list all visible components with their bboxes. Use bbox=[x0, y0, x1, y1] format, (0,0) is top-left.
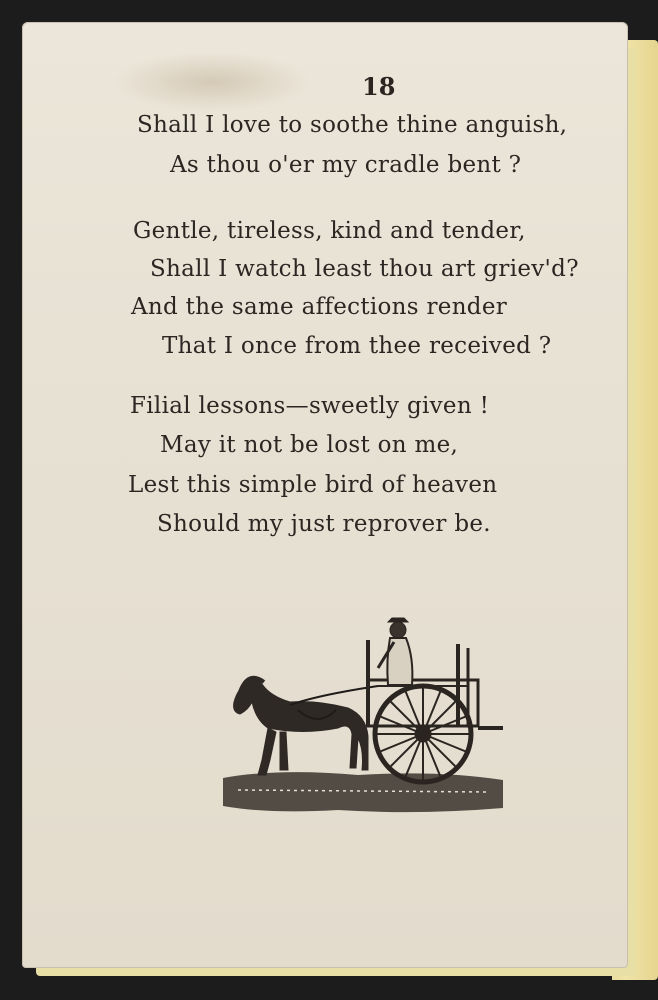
poem-line: And the same affections render bbox=[131, 294, 508, 320]
horse bbox=[234, 678, 368, 775]
driver bbox=[378, 618, 412, 685]
page-stain bbox=[112, 52, 312, 112]
horse-cart-illustration bbox=[218, 610, 508, 830]
poem-line: Gentle, tireless, kind and tender, bbox=[133, 218, 526, 244]
poem-line: Lest this simple bird of heaven bbox=[128, 472, 498, 498]
poem-line: Should my just reprover be. bbox=[157, 511, 491, 537]
page-number: 18 bbox=[362, 72, 396, 101]
poem-line: May it not be lost on me, bbox=[160, 432, 459, 458]
poem-line: Filial lessons—sweetly given ! bbox=[130, 393, 490, 419]
cart-wheel bbox=[375, 686, 471, 782]
poem-line: That I once from thee received ? bbox=[162, 333, 552, 359]
ground bbox=[223, 772, 503, 812]
poem-line: Shall I watch least thou art griev'd? bbox=[150, 256, 579, 282]
poem-line: Shall I love to soothe thine anguish, bbox=[137, 112, 568, 138]
poem-line: As thou o'er my cradle bent ? bbox=[170, 152, 522, 178]
